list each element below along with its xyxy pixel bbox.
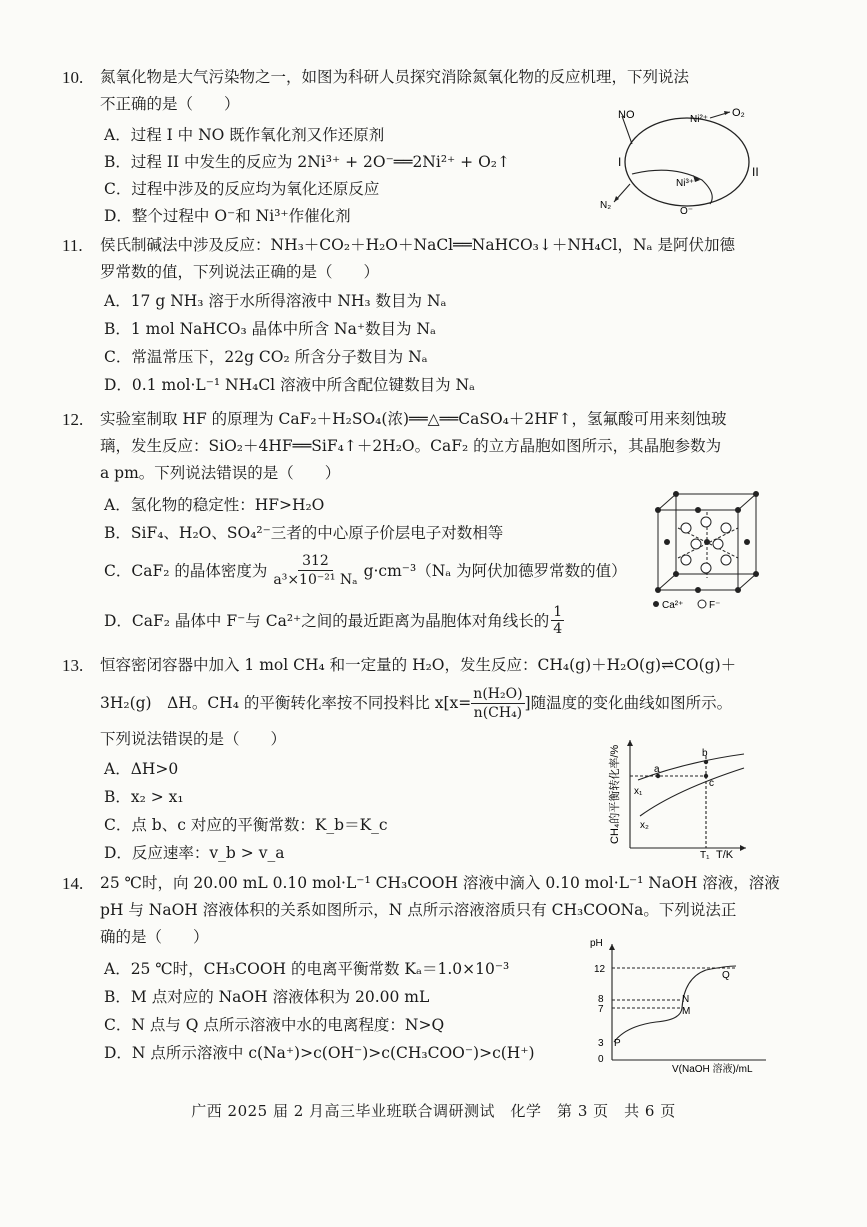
stem-text: 3H₂(g) ΔH。CH₄ 的平衡转化率按不同投料比 x[x= bbox=[100, 694, 472, 712]
option-d: D．反应速率：v_b > v_a bbox=[104, 844, 285, 862]
stem-line: a pm。下列说法错误的是（ ） bbox=[100, 464, 341, 482]
option-b: B．SiF₄、H₂O、SO₄²⁻三者的中心原子价层电子对数相等 bbox=[104, 524, 504, 542]
fraction-numerator: n(H₂O) bbox=[473, 686, 523, 702]
tick-7: 7 bbox=[598, 1004, 604, 1015]
option-a: A．氢化物的稳定性：HF>H₂O bbox=[104, 496, 325, 514]
caf2-unit-cell-diagram bbox=[648, 488, 768, 618]
option-d: D．0.1 mol·L⁻¹ NH₄Cl 溶液中所含配位键数目为 Nₐ bbox=[104, 376, 476, 394]
option-d: D．整个过程中 O⁻和 Ni³⁺作催化剂 bbox=[104, 207, 351, 225]
stem-line: 璃，发生反应：SiO₂＋4HF══SiF₄↑＋2H₂O。CaF₂ 的立方晶胞如图所示，其晶胞参数为 bbox=[100, 437, 722, 455]
stem-line: 氮氧化物是大气污染物之一，如图为科研人员探究消除氮氧化物的反应机理，下列说法 bbox=[100, 68, 690, 86]
option-a: A．ΔH>0 bbox=[104, 760, 179, 778]
stem-line: 罗常数的值，下列说法正确的是（ ） bbox=[100, 263, 380, 281]
stem-text: ]随温度的变化曲线如图所示。 bbox=[524, 694, 733, 712]
page-footer: 广西 2025 届 2 月高三毕业班联合调研测试 化学 第 3 页 共 6 页 bbox=[191, 1102, 676, 1120]
quarter-fraction bbox=[551, 604, 564, 637]
question-number: 12. bbox=[62, 410, 84, 429]
fraction-numerator: 312 bbox=[298, 552, 333, 571]
option-b: B．M 点对应的 NaOH 溶液体积为 20.00 mL bbox=[104, 988, 430, 1006]
x-axis-label: T/K bbox=[716, 849, 734, 861]
point-c-label: c bbox=[709, 778, 714, 789]
option-d: D．N 点所示溶液中 c(Na⁺)>c(OH⁻)>c(CH₃COO⁻)>c(H⁺) bbox=[104, 1044, 535, 1062]
legend-ca-label: Ca²⁺ bbox=[662, 600, 684, 611]
question-number: 14. bbox=[62, 874, 84, 893]
question-stem bbox=[100, 232, 840, 286]
question-number: 13. bbox=[62, 656, 84, 675]
point-p-label: P bbox=[614, 1038, 621, 1049]
ni3-label: Ni³⁺ bbox=[676, 178, 695, 189]
ni2-label: Ni²⁺ bbox=[690, 114, 709, 125]
o2-label: O₂ bbox=[732, 107, 745, 119]
option-a: A．17 g NH₃ 溶于水所得溶液中 NH₃ 数目为 Nₐ bbox=[104, 292, 447, 310]
stem-line bbox=[100, 685, 840, 722]
titration-curve-graph bbox=[586, 938, 776, 1076]
stem-line: 不正确的是（ ） bbox=[100, 95, 240, 113]
point-a-label: a bbox=[654, 764, 660, 775]
question-stem bbox=[100, 406, 840, 487]
option-b: B．1 mol NaHCO₃ 晶体中所含 Na⁺数目为 Nₐ bbox=[104, 320, 437, 338]
curve-x2-label: x₂ bbox=[640, 820, 649, 831]
fraction-denominator: 4 bbox=[553, 621, 563, 637]
option-a: A．过程 I 中 NO 既作氧化剂又作还原剂 bbox=[104, 126, 385, 144]
option-d bbox=[104, 604, 564, 637]
n2-label: N₂ bbox=[600, 200, 612, 211]
point-m-label: M bbox=[682, 1006, 691, 1017]
tick-12: 12 bbox=[594, 964, 606, 975]
option-c: C．点 b、c 对应的平衡常数：K_b＝K_c bbox=[104, 816, 388, 834]
legend-f-label: F⁻ bbox=[709, 600, 721, 611]
stem-line: 下列说法错误的是（ ） bbox=[100, 730, 287, 748]
option-c bbox=[104, 552, 627, 589]
fraction-denominator: a³×10⁻²¹ Nₐ bbox=[273, 572, 358, 588]
t1-label: T₁ bbox=[700, 850, 710, 861]
o-minus-label: O⁻ bbox=[680, 206, 694, 216]
point-n-label: N bbox=[682, 994, 690, 1005]
option-c-text: C．CaF₂ 的晶体密度为 bbox=[104, 561, 268, 580]
tick-3: 3 bbox=[598, 1038, 604, 1049]
option-b: B．过程 II 中发生的反应为 2Ni³⁺ + 2O⁻══2Ni²⁺ + O₂↑ bbox=[104, 153, 510, 171]
density-fraction bbox=[273, 552, 357, 589]
option-c-text: g·cm⁻³（Nₐ 为阿伏加德罗常数的值） bbox=[363, 561, 627, 580]
process-1-label: I bbox=[618, 155, 622, 169]
fraction-numerator: 1 bbox=[553, 604, 563, 620]
y-axis-label: pH bbox=[590, 938, 603, 949]
process-2-label: II bbox=[752, 165, 759, 179]
stem-line: 25 ℃时，向 20.00 mL 0.10 mol·L⁻¹ CH₃COOH 溶液中滴入 0.10 mol·L⁻¹ NaOH 溶液，溶液 bbox=[100, 874, 780, 892]
curve-x1-label: x₁ bbox=[634, 786, 643, 797]
tick-8: 8 bbox=[598, 994, 604, 1005]
stem-line: 恒容密闭容器中加入 1 mol CH₄ 和一定量的 H₂O，发生反应：CH₄(g)＋H₂O(g)⇌CO(g)＋ bbox=[100, 656, 737, 674]
stem-line: 实验室制取 HF 的原理为 CaF₂＋H₂SO₄(浓)══△══CaSO₄＋2HF↑，氢氟酸可用来刻蚀玻 bbox=[100, 410, 727, 428]
option-d-text: D．CaF₂ 晶体中 F⁻与 Ca²⁺之间的最近距离为晶胞体对角线长的 bbox=[104, 611, 550, 630]
tick-0: 0 bbox=[598, 1054, 604, 1065]
option-c: C．过程中涉及的反应均为氧化还原反应 bbox=[104, 180, 380, 198]
option-b: B．x₂ > x₁ bbox=[104, 788, 184, 806]
question-number: 10. bbox=[62, 68, 84, 87]
point-b-label: b bbox=[702, 748, 708, 759]
option-a: A．25 ℃时，CH₃COOH 的电离平衡常数 Kₐ＝1.0×10⁻³ bbox=[104, 960, 510, 978]
question-number: 11. bbox=[62, 236, 83, 255]
x-axis-label: V(NaOH 溶液)/mL bbox=[672, 1064, 753, 1075]
y-axis-label: CH₄的平衡转化率/% bbox=[609, 744, 621, 844]
stem-line: pH 与 NaOH 溶液体积的关系如图所示，N 点所示溶液溶质只有 CH₃COONa。下列说法正 bbox=[100, 901, 737, 919]
ratio-fraction bbox=[471, 685, 524, 722]
no-label: NO bbox=[618, 109, 635, 121]
stem-line: 侯氏制碱法中涉及反应：NH₃＋CO₂＋H₂O＋NaCl══NaHCO₃↓＋NH₄Cl，Nₐ 是阿伏加德 bbox=[100, 236, 735, 254]
option-c: C．N 点与 Q 点所示溶液中水的电离程度：N>Q bbox=[104, 1016, 445, 1034]
point-q-label: Q bbox=[722, 970, 730, 981]
stem-line: 确的是（ ） bbox=[100, 928, 209, 946]
option-c: C．常温常压下，22g CO₂ 所含分子数目为 Nₐ bbox=[104, 348, 428, 366]
fraction-denominator: n(CH₄) bbox=[473, 705, 523, 721]
conversion-vs-temperature-graph bbox=[606, 732, 754, 862]
reaction-mechanism-diagram bbox=[592, 104, 782, 216]
